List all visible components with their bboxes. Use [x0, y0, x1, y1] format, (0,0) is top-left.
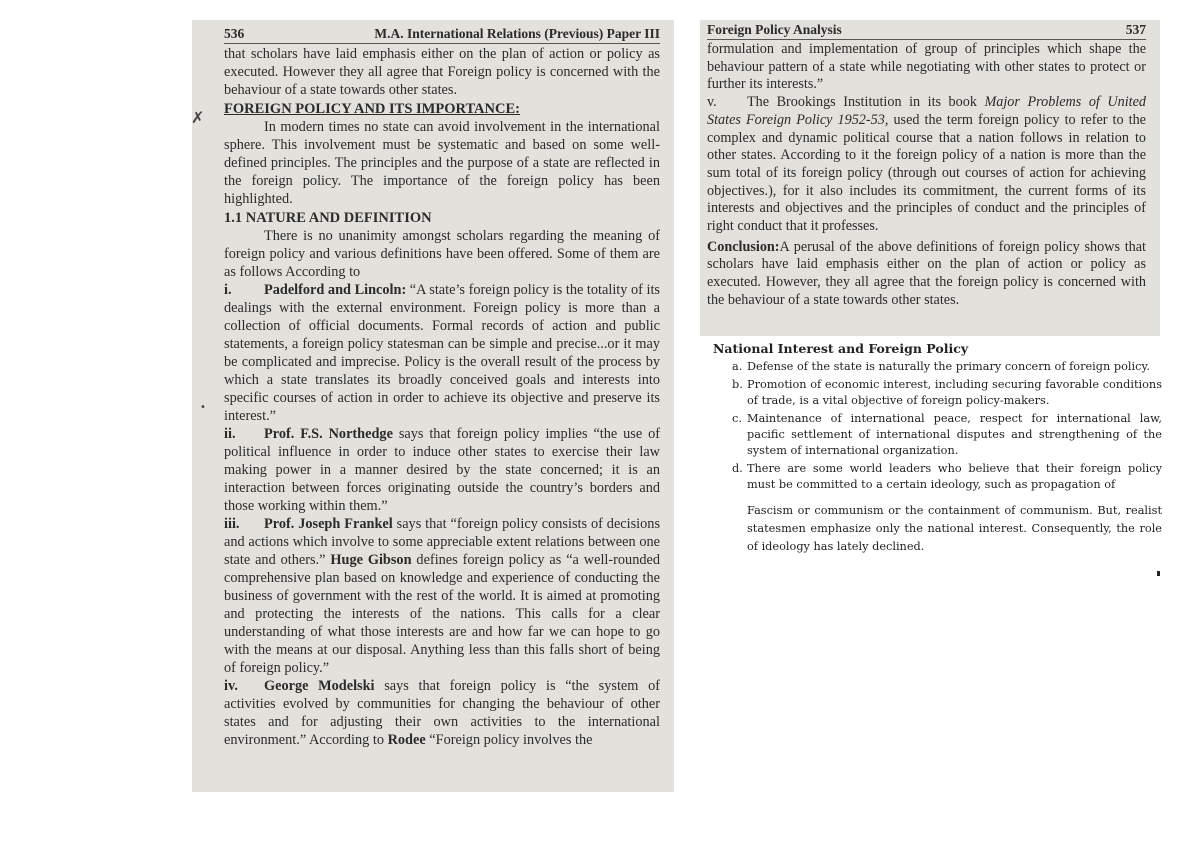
- list-item: [732, 377, 1162, 409]
- item-letter: a.: [732, 360, 743, 373]
- running-title: Foreign Policy Analysis: [707, 22, 842, 37]
- author-name: George Modelski: [264, 678, 375, 694]
- definition-text: The Brookings Institution in its book: [747, 94, 985, 111]
- conclusion-paragraph: [707, 239, 1146, 310]
- intro-paragraph: that scholars have laid emphasis either on the plan of action or policy as executed. However they all agree that Foreign policy is concerned with the behaviour of a state towards other states.: [224, 46, 660, 98]
- left-running-head: [224, 26, 660, 44]
- running-title: M.A. International Relations (Previous) Paper III: [374, 26, 660, 41]
- item-letter: b.: [732, 378, 743, 391]
- conclusion-label: Conclusion:: [707, 238, 780, 255]
- item-number: v.: [707, 94, 717, 111]
- list-item: [732, 359, 1162, 375]
- definition-item: [224, 677, 660, 749]
- author-name: Rodee: [387, 732, 426, 748]
- left-book-page: [192, 20, 674, 792]
- item-text: Promotion of economic interest, including securing favorable conditions of trade, is a vital objective of foreign policy-makers.: [747, 378, 1162, 407]
- definition-text: says that “foreign policy consists of decisions and actions which involve to some appreciable extent relations between one state and others.”: [224, 516, 661, 568]
- item-text: Maintenance of international peace, respect for international law, pacific settlement of international disputes and strengthening of the system of international organization.: [747, 412, 1162, 457]
- list-item: [732, 461, 1162, 493]
- definition-item: [224, 281, 660, 425]
- page-number: 537: [1125, 22, 1146, 37]
- item-number: iii.: [224, 516, 240, 532]
- subsection-heading: 1.1 NATURE AND DEFINITION: [224, 210, 432, 226]
- definition-text: used the term foreign policy to refer to the complex and dynamic political course that a nation follows in relation to other states. According to it the foreign policy of a nation is more than the sum total of its foreign policy (through out courses of action for achieving objectives.), for it also includes its commitment, the current forms of its interests and objectives and the principles of conduct and the principles of right conduct that it professes.: [707, 111, 1146, 235]
- definition-text: “Foreign policy involves the: [425, 732, 593, 748]
- item-number: ii.: [224, 426, 236, 442]
- item-text: There are some world leaders who believe that their foreign policy must be committed to a certain ideology, such as propagation of: [747, 462, 1162, 491]
- author-name: Prof. F.S. Northedge: [264, 426, 393, 442]
- margin-bullet-mark: •: [200, 402, 206, 413]
- conclusion-text: A perusal of the above definitions of foreign policy shows that scholars have laid emphasis either on the plan of action or policy as executed. However, they all agree that the foreign policy is concerned with the behaviour of a state towards other states.: [707, 238, 1146, 308]
- margin-cross-mark: ✗: [191, 108, 205, 127]
- definition-item: [707, 94, 1146, 236]
- continuation-paragraph: Fascism or communism or the containment of communism. But, realist statesmen emphasize only the national interest. Consequently, the role of ideology has lately declined.: [747, 504, 1162, 553]
- definition-text: “A state’s foreign policy is the totality of its dealings with the external environment. Foreign policy is more than a collection of official documents. Formal records of action and public statements, a foreign policy statesman can be simple and precise...or it may be complicated and imprecise. Policy is the overall result of the process by which a state translates its broadly conceived goals and interests into specific courses of action in order to achieve its objective and preserve its interest.”: [224, 282, 660, 424]
- item-letter: d.: [732, 462, 743, 475]
- definition-item: [224, 425, 660, 515]
- author-name: Huge Gibson: [330, 552, 412, 568]
- section-title: National Interest and Foreign Policy: [713, 341, 969, 356]
- item-number: iv.: [224, 678, 238, 694]
- continued-paragraph: formulation and implementation of group of principles which shape the behaviour pattern of a state while negotiating with other states to protect or further its interests.”: [707, 41, 1146, 93]
- right-book-page: [700, 20, 1160, 336]
- item-text: Defense of the state is naturally the primary concern of foreign policy.: [747, 360, 1150, 373]
- definition-text: defines foreign policy as “a well-rounded comprehensive plan based on knowledge and experience of conducting the business of government with the rest of the world. It is aimed at promoting and protecting the interests of the nations. This calls for a clear understanding of what those interests are and how far we can hope to go with the means at our disposal. Anything less than this falls short of being of foreign policy.”: [224, 552, 660, 676]
- importance-paragraph: In modern times no state can avoid involvement in the international sphere. This involvement must be systematic and based on some well-defined principles. The principles and the purpose of a state are reflected in the foreign policy. The importance of the foreign policy has been highlighted.: [224, 119, 660, 207]
- definition-text: says that foreign policy implies “the use of political influence in order to induce other states to exercise their law making power in a manner desired by the state concerned; it is an interaction between forces originating outside the country’s borders and those working within them.”: [224, 426, 660, 514]
- right-running-head: [707, 22, 1146, 40]
- end-mark: [1157, 571, 1160, 576]
- author-name: Prof. Joseph Frankel: [264, 516, 393, 532]
- objectives-list: [712, 359, 1162, 493]
- author-name: Padelford and Lincoln:: [264, 282, 407, 298]
- list-item: [732, 411, 1162, 459]
- definition-item: [224, 515, 660, 677]
- section-heading: FOREIGN POLICY AND ITS IMPORTANCE:: [224, 101, 520, 117]
- page-number: 536: [224, 26, 245, 41]
- item-letter: c.: [732, 412, 742, 425]
- nature-paragraph: There is no unanimity amongst scholars regarding the meaning of foreign policy and various definitions have been offered. Some of them are as follows According to: [224, 228, 660, 280]
- book-title: Major Problems of United States Foreign Policy 1952-53,: [707, 94, 1146, 128]
- definition-text: says that foreign policy is “the system of activities evolved by communities for changing the behaviour of other states and for adjusting their own activities to the international environment.” According to: [224, 678, 660, 748]
- national-interest-section: [712, 341, 1162, 556]
- item-number: i.: [224, 282, 232, 298]
